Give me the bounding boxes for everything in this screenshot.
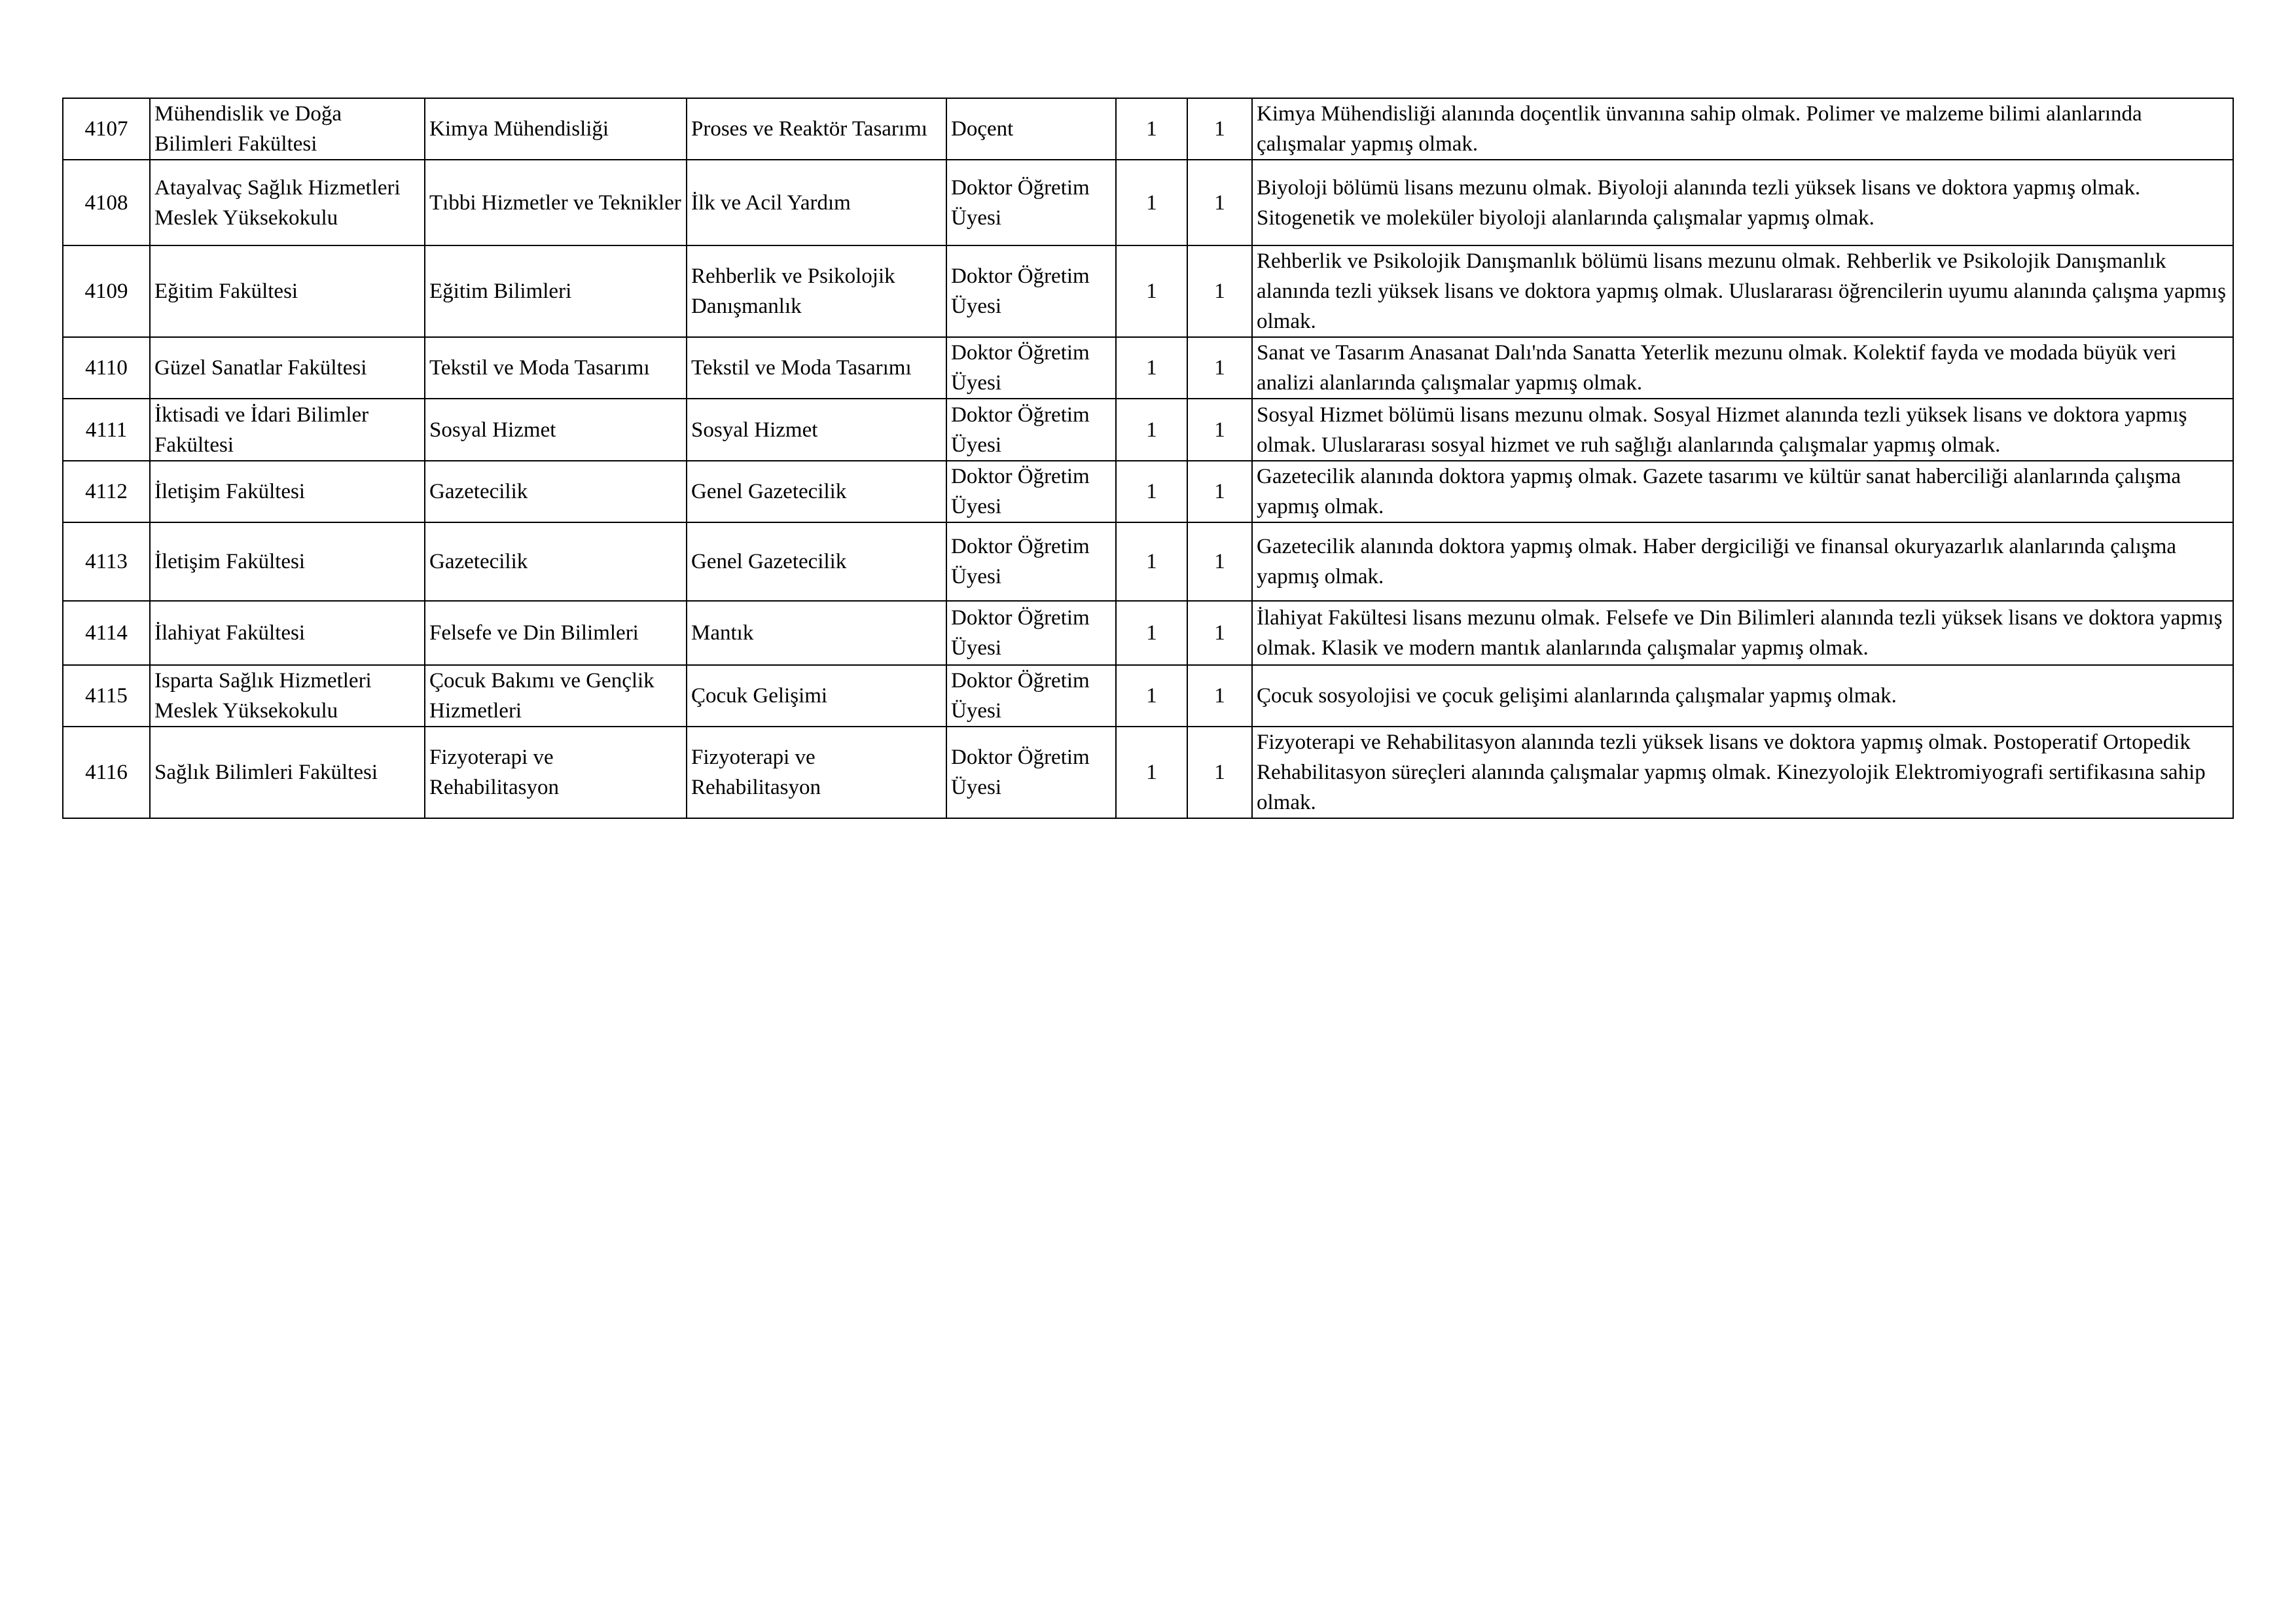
cell-position-no: 4107	[63, 98, 150, 160]
cell-program: Rehberlik ve Psikolojik Danışmanlık	[687, 245, 946, 337]
cell-position-no: 4116	[63, 727, 150, 818]
cell-position-no: 4110	[63, 337, 150, 399]
table-row	[63, 461, 2233, 522]
cell-department: Gazetecilik	[425, 461, 687, 522]
cell-count-b: 1	[1187, 461, 1252, 522]
cell-requirements: Rehberlik ve Psikolojik Danışmanlık bölümü lisans mezunu olmak. Rehberlik ve Psikolojik Danışmanlık alanında tezli yüksek lisans ve doktora yapmış olmak. Uluslararası öğrencilerin uyumu alanında çalışma yapmış olmak.	[1252, 245, 2233, 337]
cell-count-a: 1	[1116, 727, 1187, 818]
cell-department: Fizyoterapi ve Rehabilitasyon	[425, 727, 687, 818]
cell-count-a: 1	[1116, 399, 1187, 461]
cell-count-a: 1	[1116, 665, 1187, 727]
cell-program: Proses ve Reaktör Tasarımı	[687, 98, 946, 160]
cell-faculty: Atayalvaç Sağlık Hizmetleri Meslek Yüksekokulu	[150, 160, 425, 245]
cell-requirements: Gazetecilik alanında doktora yapmış olmak. Gazete tasarımı ve kültür sanat haberciliği alanlarında çalışma yapmış olmak.	[1252, 461, 2233, 522]
cell-count-a: 1	[1116, 245, 1187, 337]
cell-faculty: Mühendislik ve Doğa Bilimleri Fakültesi	[150, 98, 425, 160]
cell-count-b: 1	[1187, 245, 1252, 337]
table-body	[63, 98, 2233, 818]
table-row	[63, 160, 2233, 245]
cell-department: Çocuk Bakımı ve Gençlik Hizmetleri	[425, 665, 687, 727]
cell-count-b: 1	[1187, 98, 1252, 160]
cell-count-a: 1	[1116, 461, 1187, 522]
cell-position-no: 4113	[63, 522, 150, 601]
cell-program: Genel Gazetecilik	[687, 461, 946, 522]
table-row	[63, 245, 2233, 337]
table-row	[63, 522, 2233, 601]
cell-academic-title: Doktor Öğretim Üyesi	[946, 337, 1116, 399]
cell-position-no: 4114	[63, 601, 150, 665]
table-row	[63, 399, 2233, 461]
cell-department: Sosyal Hizmet	[425, 399, 687, 461]
cell-requirements: Biyoloji bölümü lisans mezunu olmak. Biyoloji alanında tezli yüksek lisans ve doktora yapmış olmak. Sitogenetik ve moleküler biyoloji alanlarında çalışmalar yapmış olmak.	[1252, 160, 2233, 245]
cell-program: Tekstil ve Moda Tasarımı	[687, 337, 946, 399]
cell-department: Tıbbi Hizmetler ve Teknikler	[425, 160, 687, 245]
cell-position-no: 4112	[63, 461, 150, 522]
cell-academic-title: Doçent	[946, 98, 1116, 160]
cell-count-a: 1	[1116, 98, 1187, 160]
cell-department: Gazetecilik	[425, 522, 687, 601]
cell-count-b: 1	[1187, 727, 1252, 818]
cell-faculty: Güzel Sanatlar Fakültesi	[150, 337, 425, 399]
cell-requirements: Fizyoterapi ve Rehabilitasyon alanında tezli yüksek lisans ve doktora yapmış olmak. Postoperatif Ortopedik Rehabilitasyon süreçleri alanında çalışmalar yapmış olmak. Kinezyolojik Elektromiyografi sertifikasına sahip olmak.	[1252, 727, 2233, 818]
cell-count-b: 1	[1187, 337, 1252, 399]
table-row	[63, 727, 2233, 818]
table-row	[63, 98, 2233, 160]
cell-count-a: 1	[1116, 337, 1187, 399]
cell-faculty: Isparta Sağlık Hizmetleri Meslek Yüksekokulu	[150, 665, 425, 727]
cell-academic-title: Doktor Öğretim Üyesi	[946, 399, 1116, 461]
cell-requirements: İlahiyat Fakültesi lisans mezunu olmak. Felsefe ve Din Bilimleri alanında tezli yüksek lisans ve doktora yapmış olmak. Klasik ve modern mantık alanlarında çalışmalar yapmış olmak.	[1252, 601, 2233, 665]
cell-program: Fizyoterapi ve Rehabilitasyon	[687, 727, 946, 818]
cell-program: Mantık	[687, 601, 946, 665]
cell-academic-title: Doktor Öğretim Üyesi	[946, 665, 1116, 727]
cell-requirements: Kimya Mühendisliği alanında doçentlik ünvanına sahip olmak. Polimer ve malzeme bilimi alanlarında çalışmalar yapmış olmak.	[1252, 98, 2233, 160]
cell-faculty: Eğitim Fakültesi	[150, 245, 425, 337]
cell-requirements: Gazetecilik alanında doktora yapmış olmak. Haber dergiciliği ve finansal okuryazarlık alanlarında çalışma yapmış olmak.	[1252, 522, 2233, 601]
cell-requirements: Çocuk sosyolojisi ve çocuk gelişimi alanlarında çalışmalar yapmış olmak.	[1252, 665, 2233, 727]
cell-count-b: 1	[1187, 665, 1252, 727]
cell-count-a: 1	[1116, 601, 1187, 665]
cell-faculty: İletişim Fakültesi	[150, 461, 425, 522]
cell-academic-title: Doktor Öğretim Üyesi	[946, 245, 1116, 337]
cell-faculty: İlahiyat Fakültesi	[150, 601, 425, 665]
table-row	[63, 601, 2233, 665]
cell-program: İlk ve Acil Yardım	[687, 160, 946, 245]
cell-program: Çocuk Gelişimi	[687, 665, 946, 727]
cell-count-b: 1	[1187, 160, 1252, 245]
cell-count-b: 1	[1187, 399, 1252, 461]
table-row	[63, 665, 2233, 727]
cell-department: Felsefe ve Din Bilimleri	[425, 601, 687, 665]
cell-faculty: Sağlık Bilimleri Fakültesi	[150, 727, 425, 818]
cell-position-no: 4111	[63, 399, 150, 461]
position-listing-table	[62, 98, 2234, 819]
cell-count-a: 1	[1116, 522, 1187, 601]
cell-academic-title: Doktor Öğretim Üyesi	[946, 461, 1116, 522]
cell-academic-title: Doktor Öğretim Üyesi	[946, 601, 1116, 665]
table-row	[63, 337, 2233, 399]
cell-position-no: 4115	[63, 665, 150, 727]
cell-position-no: 4108	[63, 160, 150, 245]
cell-faculty: İktisadi ve İdari Bilimler Fakültesi	[150, 399, 425, 461]
cell-program: Sosyal Hizmet	[687, 399, 946, 461]
cell-department: Eğitim Bilimleri	[425, 245, 687, 337]
cell-academic-title: Doktor Öğretim Üyesi	[946, 522, 1116, 601]
cell-department: Kimya Mühendisliği	[425, 98, 687, 160]
cell-position-no: 4109	[63, 245, 150, 337]
cell-count-b: 1	[1187, 601, 1252, 665]
cell-academic-title: Doktor Öğretim Üyesi	[946, 160, 1116, 245]
cell-academic-title: Doktor Öğretim Üyesi	[946, 727, 1116, 818]
cell-program: Genel Gazetecilik	[687, 522, 946, 601]
cell-count-b: 1	[1187, 522, 1252, 601]
cell-faculty: İletişim Fakültesi	[150, 522, 425, 601]
cell-requirements: Sosyal Hizmet bölümü lisans mezunu olmak. Sosyal Hizmet alanında tezli yüksek lisans ve doktora yapmış olmak. Uluslararası sosyal hizmet ve ruh sağlığı alanlarında çalışmalar yapmış olmak.	[1252, 399, 2233, 461]
cell-department: Tekstil ve Moda Tasarımı	[425, 337, 687, 399]
cell-count-a: 1	[1116, 160, 1187, 245]
cell-requirements: Sanat ve Tasarım Anasanat Dalı'nda Sanatta Yeterlik mezunu olmak. Kolektif fayda ve modada büyük veri analizi alanlarında çalışmalar yapmış olmak.	[1252, 337, 2233, 399]
